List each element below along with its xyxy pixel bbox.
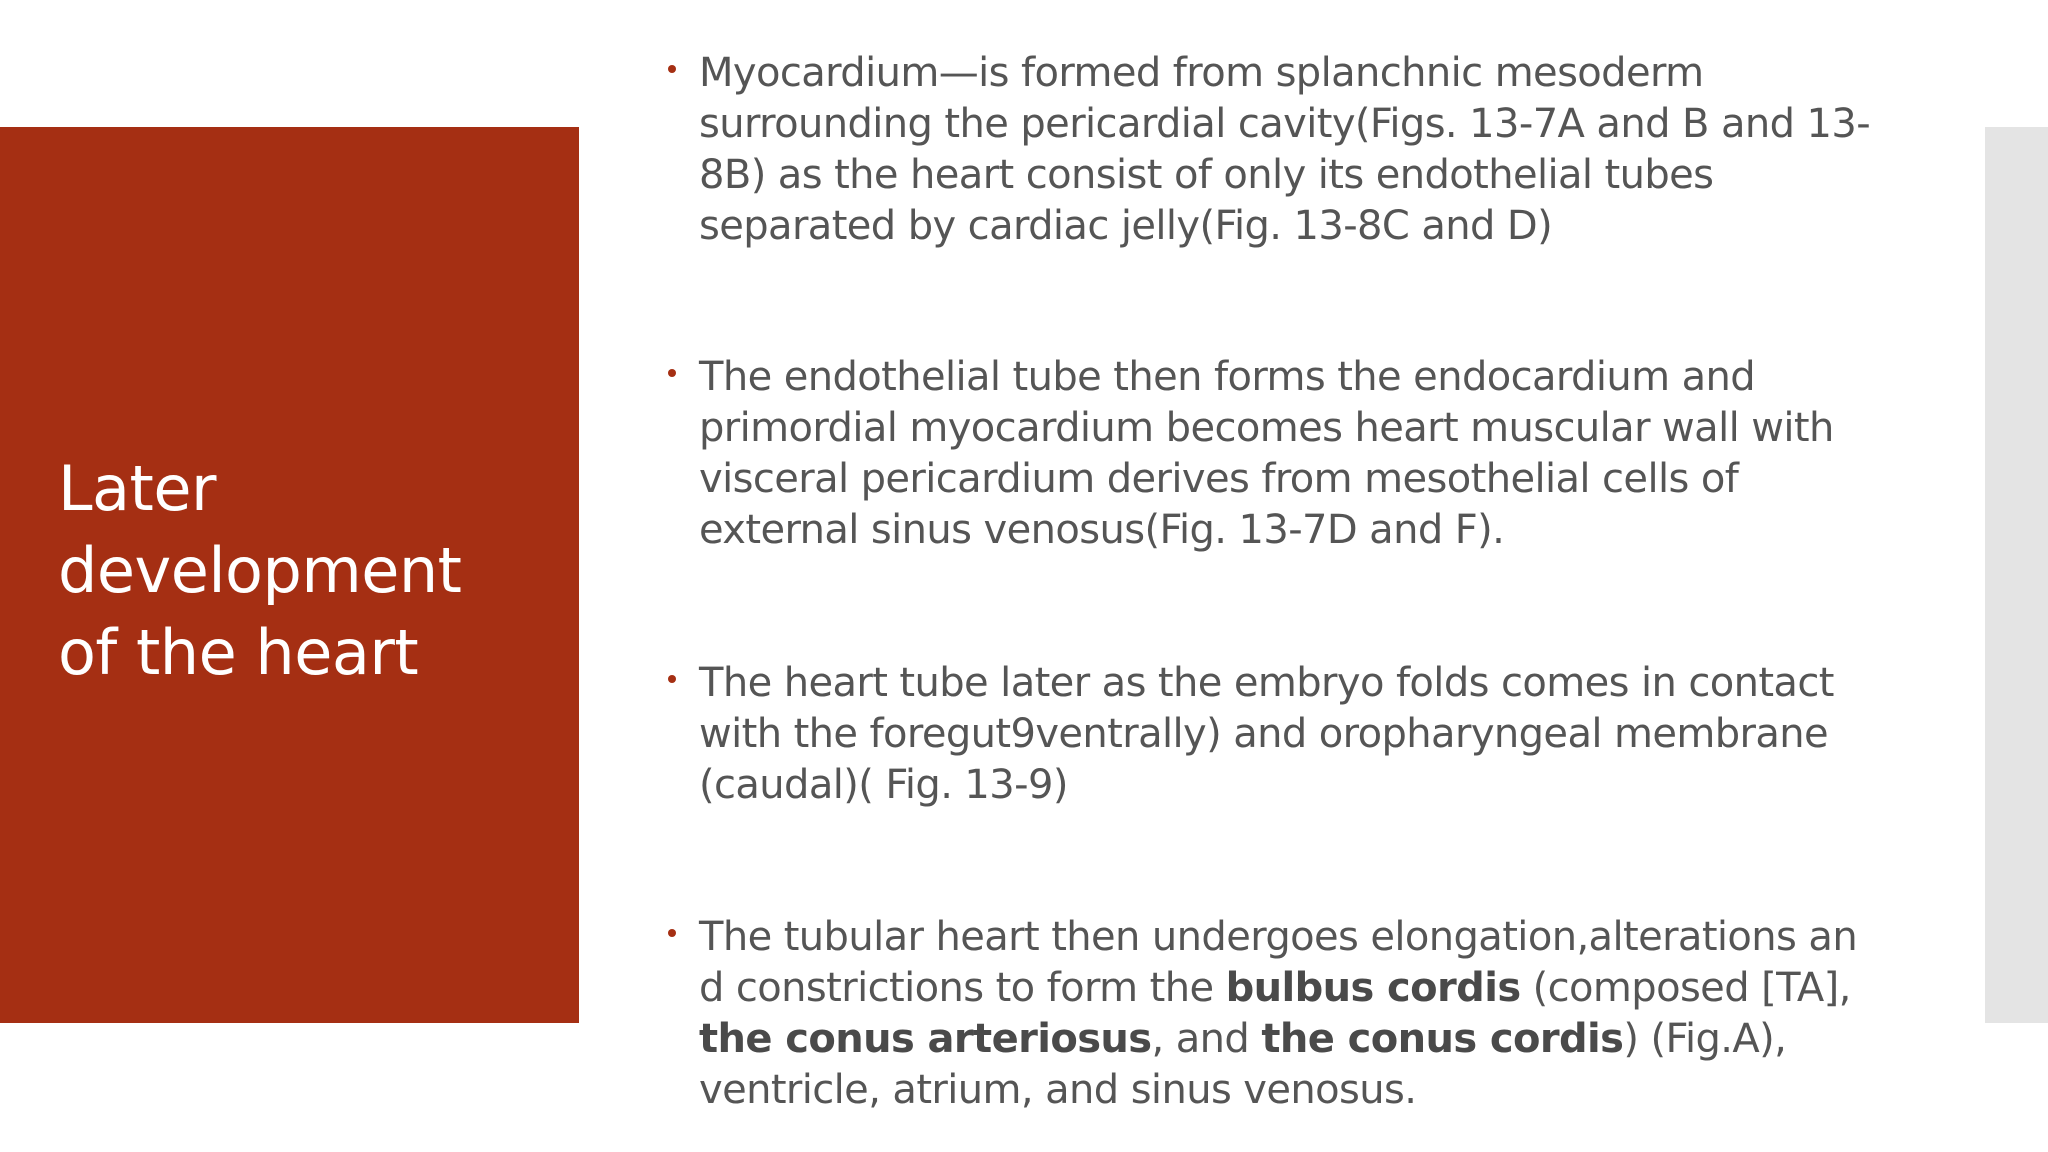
bullet-line: primordial myocardium becomes heart muscular wall with (699, 405, 1834, 451)
bullet-text (699, 48, 1974, 252)
bullet-text-run: (composed [TA], (1520, 965, 1851, 1011)
bullet-line (699, 963, 1974, 1014)
slide-title-line: Later (58, 452, 216, 525)
right-decorative-bar (1985, 127, 2048, 1023)
bold-term-bulbus-cordis: bulbus cordis (1225, 965, 1521, 1011)
bullet-line: The tubular heart then undergoes elongation,alterations an (699, 914, 1858, 960)
bullet-line (699, 1014, 1974, 1065)
bold-term-conus-arteriosus: the conus arteriosus (699, 1016, 1152, 1062)
bullet-text (699, 912, 1974, 1116)
slide-title-line: of the heart (58, 616, 419, 689)
slide-title (58, 448, 558, 694)
bullet-line: The heart tube later as the embryo folds comes in contact (699, 660, 1834, 706)
bullet-text-run: ) (Fig.A), (1623, 1016, 1787, 1062)
bullet-line: Myocardium—is formed from splanchnic mesoderm (699, 50, 1704, 96)
slide-title-line: development (58, 534, 462, 607)
bullet-text-run: , and (1151, 1016, 1262, 1062)
bullet-dot-icon (668, 929, 676, 937)
bullet-line: with the foregut9ventrally) and oropharyngeal membrane (699, 711, 1829, 757)
bullet-dot-icon (668, 675, 676, 683)
bullet-dot-icon (668, 369, 676, 377)
bold-term-conus-cordis: the conus cordis (1261, 1016, 1624, 1062)
bullet-dot-icon (668, 65, 676, 73)
bullet-line: The endothelial tube then forms the endocardium and (699, 354, 1756, 400)
bullet-text (699, 658, 1974, 811)
bullet-line: visceral pericardium derives from mesothelial cells of (699, 456, 1739, 502)
bullet-line: 8B) as the heart consist of only its endothelial tubes (699, 152, 1714, 198)
bullet-line: external sinus venosus(Fig. 13-7D and F). (699, 507, 1505, 553)
bullet-text-run: d constrictions to form the (699, 965, 1226, 1011)
bullet-line: (caudal)( Fig. 13-9) (699, 762, 1068, 808)
bullet-line: ventricle, atrium, and sinus venosus. (699, 1067, 1417, 1113)
bullet-line: separated by cardiac jelly(Fig. 13-8C and D) (699, 203, 1553, 249)
bullet-text (699, 352, 1974, 556)
bullet-line: surrounding the pericardial cavity(Figs. 13-7A and B and 13- (699, 101, 1871, 147)
